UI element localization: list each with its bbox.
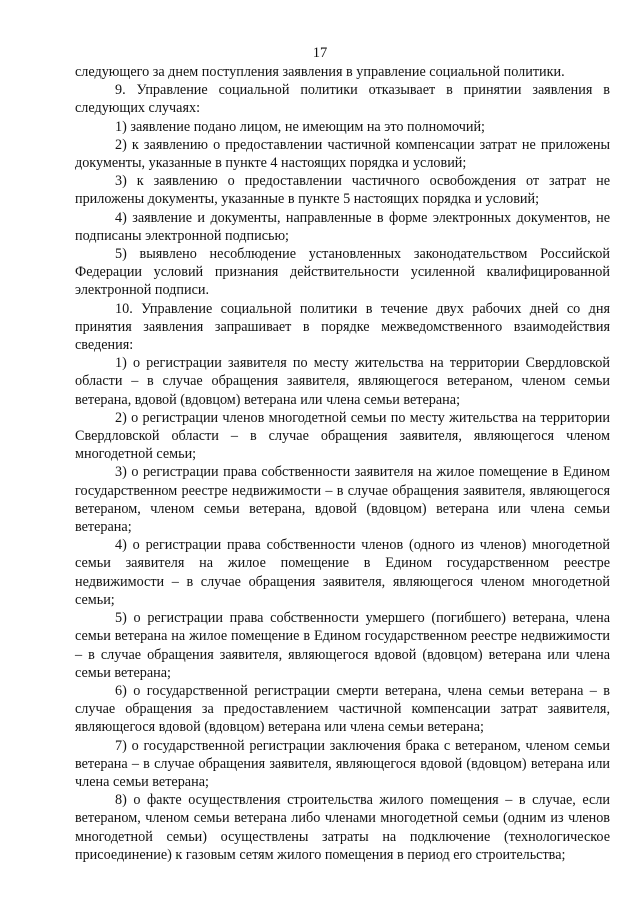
clause-10-item-5: 5) о регистрации права собственности умершего (погибшего) ветерана, члена семьи ветерана на жилое помещение в Едином государственном реестре недвижимости – в случае обращения заявителя, являющегося вдовой (вдовцом) ветерана или члена семьи ветерана; bbox=[75, 610, 610, 681]
clause-10-item-3: 3) о регистрации права собственности заявителя на жилое помещение в Едином государственном реестре недвижимости – в случае обращения заявителя, являющегося ветераном, членом семьи ветерана, вдовой (вдовцом) ветерана или члена семьи ветерана; bbox=[75, 464, 610, 536]
clause-9-item-2: 2) к заявлению о предоставлении частичной компенсации затрат не приложены документы, указанные в пункте 4 настоящих порядка и условий; bbox=[75, 136, 610, 172]
clause-9-heading: 9. Управление социальной политики отказывает в принятии заявления в следующих случаях: bbox=[75, 82, 610, 117]
document-body bbox=[75, 63, 610, 864]
clause-10-heading: 10. Управление социальной политики в течение двух рабочих дней со дня принятия заявления запрашивает в порядке межведомственного взаимодействия сведения: bbox=[75, 300, 610, 354]
clause-9-item-3: 3) к заявлению о предоставлении частичного освобождения от затрат не приложены документы, указанные в пункте 5 настоящих порядка и условий; bbox=[75, 173, 610, 208]
page-number: 17 bbox=[312, 45, 328, 61]
clause-10-item-8: 8) о факте осуществления строительства жилого помещения – в случае, если ветераном, членом семьи ветерана либо членами многодетной семьи (одним из членов многодетной семьи) осуществлены затраты на подключение (технологическое присоединение) к газовым сетям жилого помещения в период его строительства; bbox=[75, 792, 610, 863]
clause-10-item-4: 4) о регистрации права собственности членов (одного из членов) многодетной семьи заявителя на жилое помещение в Едином государственном реестре недвижимости – в случае обращения заявителя, являющегося членом многодетной семьи; bbox=[75, 537, 610, 608]
clause-9-item-5: 5) выявлено несоблюдение установленных законодательством Российской Федерации условий признания действительности усиленной квалифицированной электронной подписи. bbox=[75, 246, 610, 299]
clause-10-item-6: 6) о государственной регистрации смерти ветерана, члена семьи ветерана – в случае обращения за предоставлением частичной компенсации затрат заявителя, являющегося вдовой (вдовцом) ветерана или члена семьи ветерана; bbox=[75, 682, 610, 736]
clause-9-item-1: 1) заявление подано лицом, не имеющим на это полномочий; bbox=[115, 118, 485, 135]
paragraph-continuation: следующего за днем поступления заявления в управление социальной политики. bbox=[75, 64, 565, 80]
clause-9-item-4: 4) заявление и документы, направленные в форме электронных документов, не подписаны электронной подписью; bbox=[75, 209, 610, 244]
clause-10-item-1: 1) о регистрации заявителя по месту жительства на территории Свердловской области – в случае обращения заявителя, являющегося ветераном, членом семьи ветерана, вдовой (вдовцом) ветерана или члена семьи ветерана; bbox=[75, 355, 610, 408]
clause-10-item-7: 7) о государственной регистрации заключения брака с ветераном, членом семьи ветерана – в случае обращения заявителя, являющегося вдовой (вдовцом) ветерана или члена семьи ветерана; bbox=[75, 737, 610, 790]
clause-10-item-2: 2) о регистрации членов многодетной семьи по месту жительства на территории Свердловской области – в случае обращения заявителя, являющегося членом многодетной семьи; bbox=[75, 409, 610, 463]
